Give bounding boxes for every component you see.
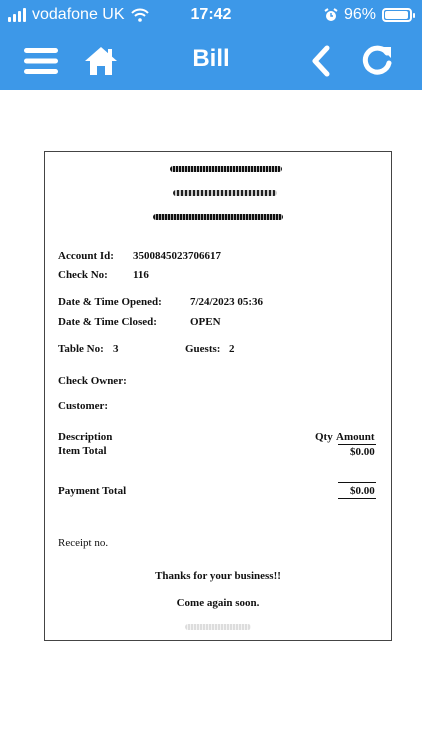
back-icon — [310, 45, 332, 77]
redacted-address-line — [173, 190, 277, 196]
refresh-icon — [360, 44, 394, 78]
carrier-name: vodafone UK — [32, 6, 125, 23]
check-owner-label: Check Owner: — [58, 375, 127, 387]
qty-header: Qty — [315, 431, 333, 443]
battery-icon — [382, 8, 412, 22]
battery-percent: 96% — [343, 6, 376, 23]
amount-header: Amount — [336, 431, 375, 443]
guests-value: 2 — [229, 343, 235, 355]
description-header: Description — [58, 431, 113, 443]
date-closed-label: Date & Time Closed: — [58, 316, 157, 328]
account-id-value: 3500845023706617 — [133, 250, 221, 262]
refresh-button[interactable] — [356, 40, 398, 82]
account-id-label: Account Id: — [58, 250, 114, 262]
app-header — [0, 0, 422, 90]
customer-label: Customer: — [58, 400, 109, 412]
date-closed-value: OPEN — [190, 316, 221, 328]
table-no-value: 3 — [113, 343, 119, 355]
battery-info — [324, 6, 412, 24]
bill-receipt — [44, 151, 392, 641]
redacted-city-line — [153, 214, 283, 220]
payment-top-divider — [338, 482, 376, 483]
page-title: Bill — [192, 45, 230, 72]
receipt-no-label: Receipt no. — [58, 537, 109, 549]
back-button[interactable] — [300, 40, 342, 82]
nav-bar — [0, 32, 422, 90]
thanks-message: Thanks for your business!! — [155, 570, 281, 582]
payment-total-value: $0.00 — [350, 485, 375, 497]
table-no-label: Table No: — [58, 343, 104, 355]
item-total-value: $0.00 — [350, 446, 375, 458]
come-again-message: Come again soon. — [176, 597, 260, 609]
guests-label: Guests: — [185, 343, 221, 355]
payment-total-label: Payment Total — [58, 485, 127, 497]
date-opened-value: 7/24/2023 05:36 — [190, 296, 264, 308]
redacted-restaurant-name — [170, 166, 282, 172]
alarm-icon — [324, 8, 338, 22]
date-opened-label: Date & Time Opened: — [58, 296, 162, 308]
clock: 17:42 — [190, 6, 232, 23]
redacted-phone — [185, 624, 251, 630]
amount-divider — [338, 444, 376, 445]
check-no-value: 116 — [133, 269, 149, 281]
item-total-label: Item Total — [58, 445, 107, 457]
payment-bottom-divider — [338, 498, 376, 499]
check-no-label: Check No: — [58, 269, 108, 281]
status-bar — [0, 0, 422, 32]
